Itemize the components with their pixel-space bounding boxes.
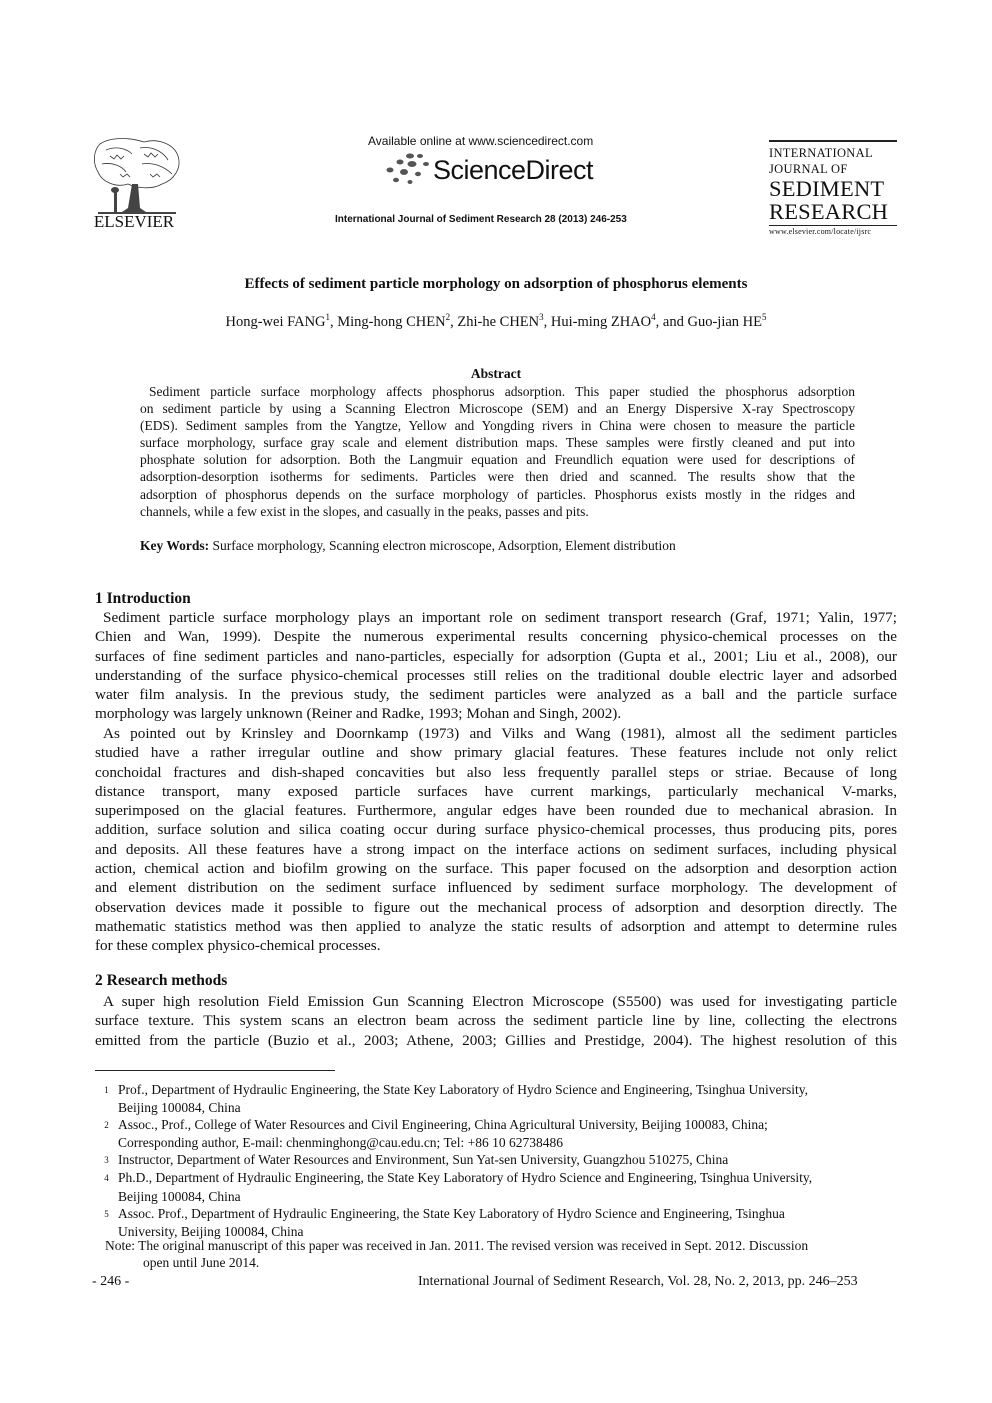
- text-line: surface texture. This system scans an electron beam across the sediment particle line by line, collecting the electrons: [95, 1012, 897, 1030]
- footnote-text-cont: University, Beijing 100084, China: [118, 1223, 304, 1239]
- journal-logo-line3: SEDIMENT: [769, 176, 885, 201]
- footnote-1: [95, 1081, 897, 1116]
- text-line: Chien and Wan, 1999). Despite the numerous experimental results concerning physico-chemical processes on the: [95, 628, 897, 646]
- author-name: Ming-hong CHEN: [337, 313, 446, 330]
- text-line: addition, surface solution and silica coating occur during surface physico-chemical processes, thus producing pits, pores: [95, 821, 897, 839]
- author-name: Hui-ming ZHAO: [550, 313, 652, 330]
- text-line: for these complex physico-chemical processes.: [95, 937, 381, 955]
- author-list: [0, 312, 992, 331]
- journal-logo-line2: JOURNAL OF: [769, 162, 848, 176]
- author-name: Zhi-he CHEN: [457, 313, 540, 330]
- sciencedirect-wordmark: ScienceDirect: [433, 155, 594, 185]
- text-line: action, chemical action and biofilm growing on the surface. This paper focused on the adsorption and desorption action: [95, 860, 897, 878]
- author-separator: , and: [655, 313, 688, 330]
- footnote-4: [95, 1169, 897, 1204]
- footnote-number: 4: [104, 1173, 109, 1184]
- footnote-text: Assoc., Prof., College of Water Resources and Civil Engineering, China Agricultural University, Beijing 100083, China;: [118, 1117, 768, 1133]
- introduction-paragraph-1: [95, 608, 897, 724]
- abstract-heading: Abstract: [470, 366, 522, 381]
- abstract-line: (EDS). Sediment samples from the Yangtze, Yellow and Yongding rivers in China were chosen to measure the particle: [140, 418, 855, 434]
- text-line: Sediment particle surface morphology plays an important role on sediment transport research (Graf, 1971; Yalin, 1977;: [103, 609, 897, 626]
- section-heading-introduction: 1 Introduction: [95, 590, 191, 607]
- journal-logo-line4: RESEARCH: [769, 199, 889, 224]
- available-online-text: Available online at www.sciencedirect.com: [368, 134, 594, 148]
- author-affiliation-number: 2: [445, 312, 451, 322]
- author-name: Guo-jian HE: [687, 313, 762, 330]
- publisher-wordmark: ELSEVIER: [93, 212, 175, 231]
- abstract-line: adsorption-desorption isotherms for sediments. Particles were then dried and scanned. The results show that the: [140, 469, 855, 485]
- note-line-cont: open until June 2014.: [143, 1255, 260, 1271]
- footnote-2: [95, 1116, 897, 1151]
- author-separator: ,: [543, 313, 551, 330]
- text-line: emitted from the particle (Buzio et al., 2003; Athene, 2003; Gillies and Prestidge, 2004). The highest resolution of this: [95, 1031, 897, 1049]
- author-affiliation-number: 1: [325, 312, 331, 322]
- footnote-5: [95, 1205, 897, 1240]
- footnote-text: Instructor, Department of Water Resources and Environment, Sun Yat-sen University, Guangzhou 510275, China: [118, 1152, 729, 1168]
- author-affiliation-number: 5: [761, 312, 767, 322]
- footnote-text: Prof., Department of Hydraulic Engineering, the State Key Laboratory of Hydro Science and Engineering, Tsinghua University,: [118, 1082, 808, 1097]
- sciencedirect-dots-icon: [384, 152, 434, 186]
- footnote-number: 2: [104, 1120, 109, 1131]
- abstract-body: [140, 383, 855, 520]
- author-affiliation-number: 4: [651, 312, 656, 322]
- text-line: morphology was largely unknown (Reiner and Radke, 1993; Mohan and Singh, 2002).: [95, 705, 622, 723]
- text-line: and deposits. All these features have a strong impact on the interface actions on sediment surfaces, including physical: [95, 840, 897, 858]
- text-line: conchoidal fractures and dish-shaped concavities but also less frequently parallel steps or striae. Because of long: [95, 763, 897, 781]
- text-line: understanding of the surface physico-chemical processes still relies on the traditional double electric layer and adsorbed: [95, 666, 897, 684]
- text-line: water film analysis. In the previous study, the sediment particles were analyzed as a ball and the particle surface: [95, 686, 897, 704]
- abstract-line: channels, while a few exist in the slopes, and casually in the peaks, passes and pits.: [140, 503, 589, 519]
- abstract-line: Sediment particle surface morphology affects phosphorus adsorption. This paper studied the phosphorus adsorption: [149, 384, 855, 399]
- text-line: studied have a rather irregular outline and show primary glacial features. These features include not only relict: [95, 744, 897, 762]
- journal-citation-header: International Journal of Sediment Research 28 (2013) 246-253: [335, 214, 627, 225]
- text-line: distance transport, many exposed particle surfaces have current markings, particularly mechanical V-marks,: [95, 782, 897, 800]
- text-line: mathematic statistics method was then applied to analyze the static results of adsorption and attempt to determine rules: [95, 917, 897, 935]
- journal-logo: [769, 140, 897, 236]
- footnote-text-cont: Beijing 100084, China: [118, 1100, 241, 1116]
- text-line: As pointed out by Krinsley and Doornkamp (1973) and Vilks and Wang (1981), almost all the sediment particles: [103, 725, 897, 742]
- footer-citation: International Journal of Sediment Research, Vol. 28, No. 2, 2013, pp. 246–253: [418, 1274, 858, 1289]
- author-separator: ,: [330, 313, 338, 330]
- footnote-number: 5: [104, 1208, 109, 1219]
- footnote-text: Assoc. Prof., Department of Hydraulic Engineering, the State Key Laboratory of Hydro Science and Engineering, Tsinghua: [118, 1205, 785, 1221]
- text-line: surfaces of fine sediment particles and nano-particles, especially for adsorption (Gupta et al., 2001; Liu et al., 2008), our: [95, 647, 897, 665]
- footnote-divider: [95, 1070, 335, 1071]
- introduction-paragraph-2: [95, 724, 897, 956]
- keywords: [140, 538, 676, 554]
- page-number: - 246 -: [92, 1274, 130, 1289]
- footnote-text-cont: Beijing 100084, China: [118, 1188, 241, 1204]
- text-line: and element distribution on the sediment surface influenced by sediment surface morphology. The development of: [95, 879, 897, 897]
- section-heading-methods: 2 Research methods: [95, 972, 228, 989]
- journal-logo-url[interactable]: www.elsevier.com/locate/ijsrc: [769, 225, 897, 236]
- footnote-number: 1: [104, 1085, 109, 1095]
- abstract-line: phosphate solution for adsorption. Both the Langmuir equation and Freundlich equation were used for descriptions of: [140, 452, 855, 468]
- footnote-3: [95, 1151, 897, 1169]
- journal-logo-line1: INTERNATIONAL: [769, 146, 873, 160]
- methods-paragraph-1: [95, 992, 897, 1050]
- note-line: Note: The original manuscript of this paper was received in Jan. 2011. The revised version was received in Sept. 2012. Discussion: [105, 1238, 809, 1253]
- text-line: superimposed on the glacial features. Furthermore, angular edges have been rounded due to mechanical abrasion. In: [95, 802, 897, 820]
- footnotes: [95, 1081, 897, 1240]
- footnote-text: Ph.D., Department of Hydraulic Engineering, the State Key Laboratory of Hydro Science and Engineering, Tsinghua University,: [118, 1170, 813, 1186]
- author-affiliation-number: 3: [539, 312, 544, 322]
- author-separator: ,: [450, 313, 458, 330]
- keywords-text: Surface morphology, Scanning electron microscope, Adsorption, Element distribution: [212, 538, 676, 553]
- abstract-line: surface morphology, surface gray scale and element distribution maps. These samples were firstly cleaned and put into: [140, 435, 855, 451]
- text-line: observation devices made it possible to figure out the mechanical process of adsorption and desorption directly. The: [95, 898, 897, 916]
- manuscript-note: [105, 1237, 897, 1271]
- keywords-label: Key Words:: [140, 538, 210, 553]
- text-line: A super high resolution Field Emission Gun Scanning Electron Microscope (S5500) was used for investigating particle: [103, 993, 897, 1010]
- abstract-line: adsorption of phosphorus depends on the surface morphology of particles. Phosphorus exists mostly in the ridges and: [140, 486, 855, 502]
- author-name: Hong-wei FANG: [225, 313, 326, 330]
- article-title: Effects of sediment particle morphology on adsorption of phosphorus elements: [244, 276, 748, 292]
- footnote-text-cont: Corresponding author, E-mail: chenminghong@cau.edu.cn; Tel: +86 10 62738486: [118, 1135, 563, 1151]
- abstract-line: on sediment particle by using a Scanning Electron Microscope (SEM) and an Energy Dispersive X-ray Spectroscopy: [140, 401, 855, 417]
- footnote-number: 3: [104, 1155, 109, 1166]
